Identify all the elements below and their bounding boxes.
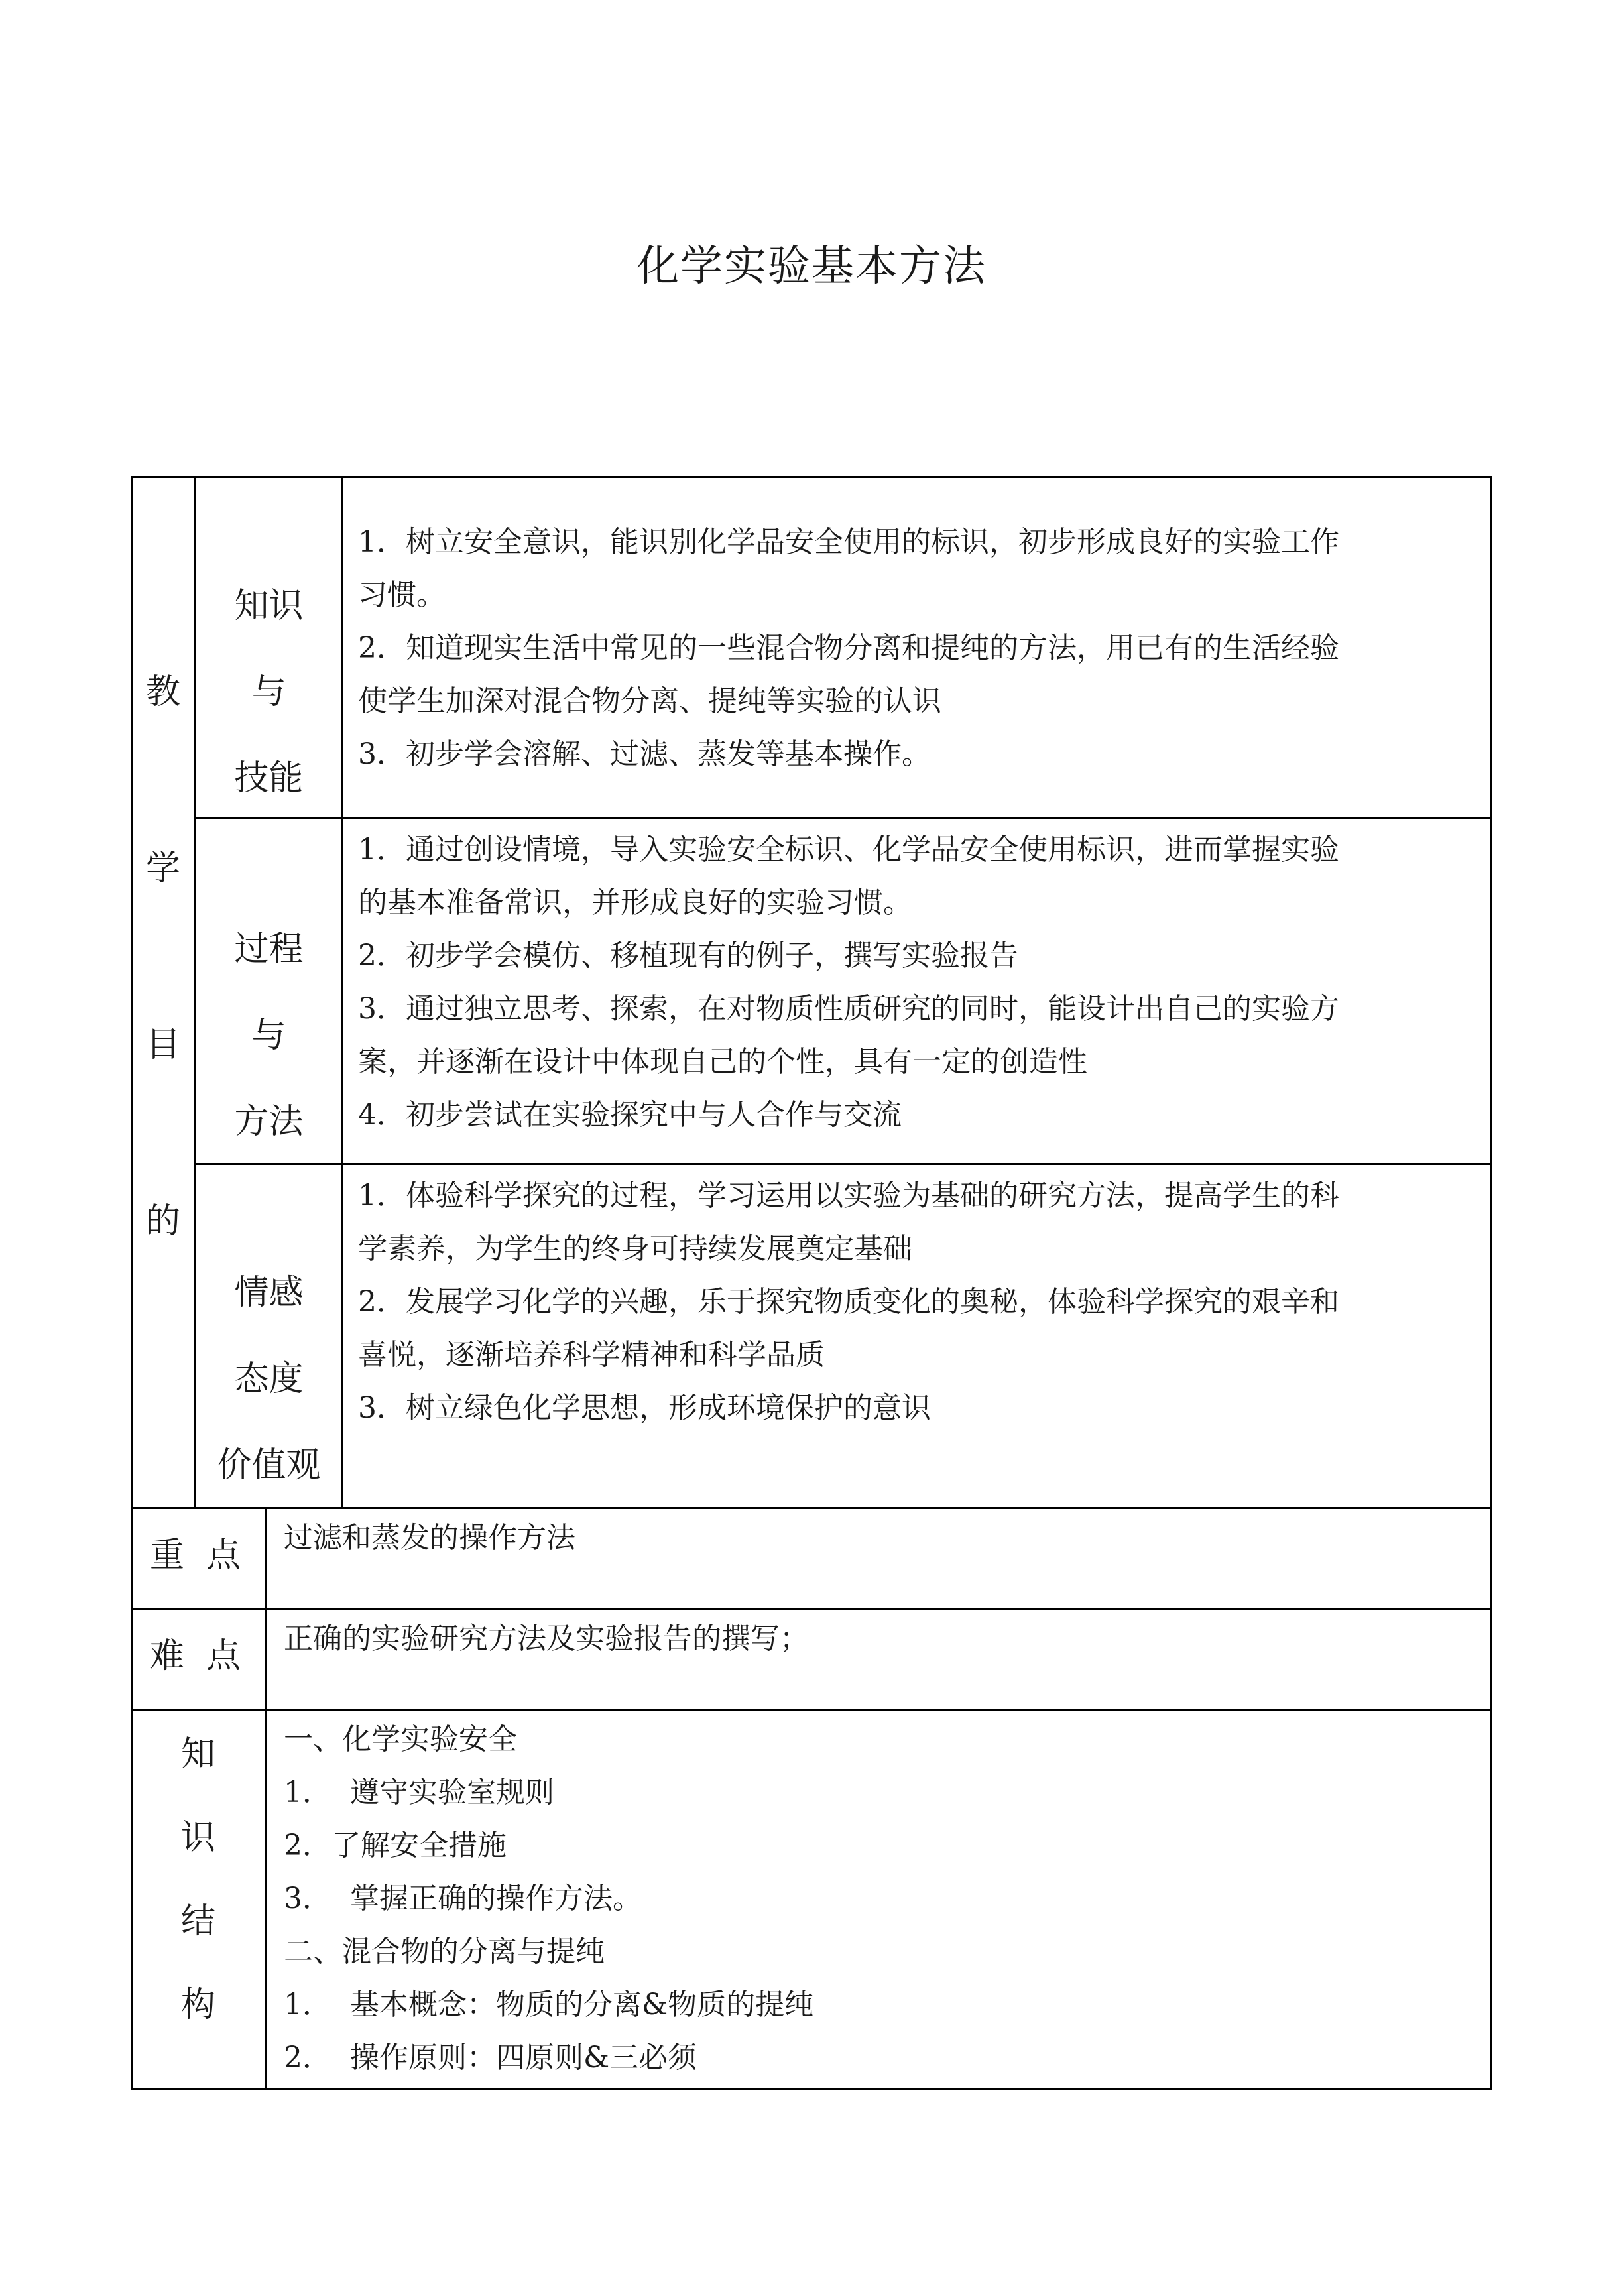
content-line: 3．初步学会溶解、过滤、蒸发等基本操作。 xyxy=(358,737,931,771)
content-line: 2．发展学习化学的兴趣，乐于探究物质变化的奥秘，体验科学探究的艰辛和 xyxy=(358,1285,1339,1319)
row-divider xyxy=(195,1163,1492,1165)
process-label: 过程 与 方法 xyxy=(234,930,304,1142)
content-line: 一、化学实验安全 xyxy=(284,1722,517,1756)
content-line: 1．树立安全意识，能识别化学品安全使用的标识，初步形成良好的实验工作 xyxy=(358,525,1339,559)
emotion-label: 情感 态度 价值观 xyxy=(217,1273,321,1485)
structure-label-char: 知 xyxy=(180,1734,215,1774)
column-divider xyxy=(341,476,343,1508)
page-title: 化学实验基本方法 xyxy=(636,242,987,291)
column-divider xyxy=(265,1507,267,2090)
row-divider xyxy=(131,1507,1492,1509)
content-line: 2． 操作原则：四原则&三必须 xyxy=(284,2041,697,2075)
structure-label xyxy=(131,1734,265,2025)
content-line: 学素养，为学生的终身可持续发展奠定基础 xyxy=(358,1232,912,1266)
content-line: 1．通过创设情境，导入实验安全标识、化学品安全使用标识，进而掌握实验 xyxy=(358,833,1339,867)
content-line: 习惯。 xyxy=(358,578,446,612)
structure-label-char: 结 xyxy=(180,1902,215,1941)
content-line: 二、混合物的分离与提纯 xyxy=(284,1935,605,1968)
content-line: 2．了解安全措施 xyxy=(284,1829,507,1862)
key-point-label: 重 点 xyxy=(150,1536,241,1575)
content-line: 喜悦，逐渐培养科学精神和科学品质 xyxy=(358,1338,825,1372)
content-line: 3．树立绿色化学思想，形成环境保护的意识 xyxy=(358,1391,931,1425)
difficulty-label: 难 点 xyxy=(150,1636,241,1676)
content-line: 3．通过独立思考、探索，在对物质性质研究的同时，能设计出自己的实验方 xyxy=(358,992,1339,1026)
objectives-label xyxy=(131,672,195,1241)
content-line: 1． 基本概念：物质的分离&物质的提纯 xyxy=(284,1988,814,2022)
content-line: 1． 遵守实验室规则 xyxy=(284,1776,554,1809)
content-line: 案，并逐渐在设计中体现自己的个性，具有一定的创造性 xyxy=(358,1045,1087,1079)
knowledge-label: 知识 与 技能 xyxy=(234,586,304,798)
content-line: 1．体验科学探究的过程，学习运用以实验为基础的研究方法，提高学生的科 xyxy=(358,1179,1339,1213)
difficulty-text: 正确的实验研究方法及实验报告的撰写； xyxy=(284,1622,809,1656)
content-line: 使学生加深对混合物分离、提纯等实验的认识 xyxy=(358,684,941,718)
structure-label-char: 构 xyxy=(180,1985,215,2025)
content-line: 4．初步尝试在实验探究中与人合作与交流 xyxy=(358,1098,902,1132)
structure-label-char: 识 xyxy=(180,1818,215,1858)
content-line: 的基本准备常识，并形成良好的实验习惯。 xyxy=(358,886,912,920)
objectives-label-char: 教 xyxy=(145,672,180,712)
row-divider xyxy=(195,817,1492,819)
row-divider xyxy=(131,1709,1492,1711)
content-line: 2．知道现实生活中常见的一些混合物分离和提纯的方法，用已有的生活经验 xyxy=(358,631,1339,665)
content-line: 2．初步学会模仿、移植现有的例子，撰写实验报告 xyxy=(358,939,1018,973)
content-line: 3． 掌握正确的操作方法。 xyxy=(284,1882,642,1915)
objectives-label-char: 目 xyxy=(145,1025,180,1065)
objectives-label-char: 学 xyxy=(145,849,180,888)
key-point-text: 过滤和蒸发的操作方法 xyxy=(284,1521,575,1555)
row-divider xyxy=(131,1608,1492,1610)
objectives-label-char: 的 xyxy=(145,1201,180,1241)
